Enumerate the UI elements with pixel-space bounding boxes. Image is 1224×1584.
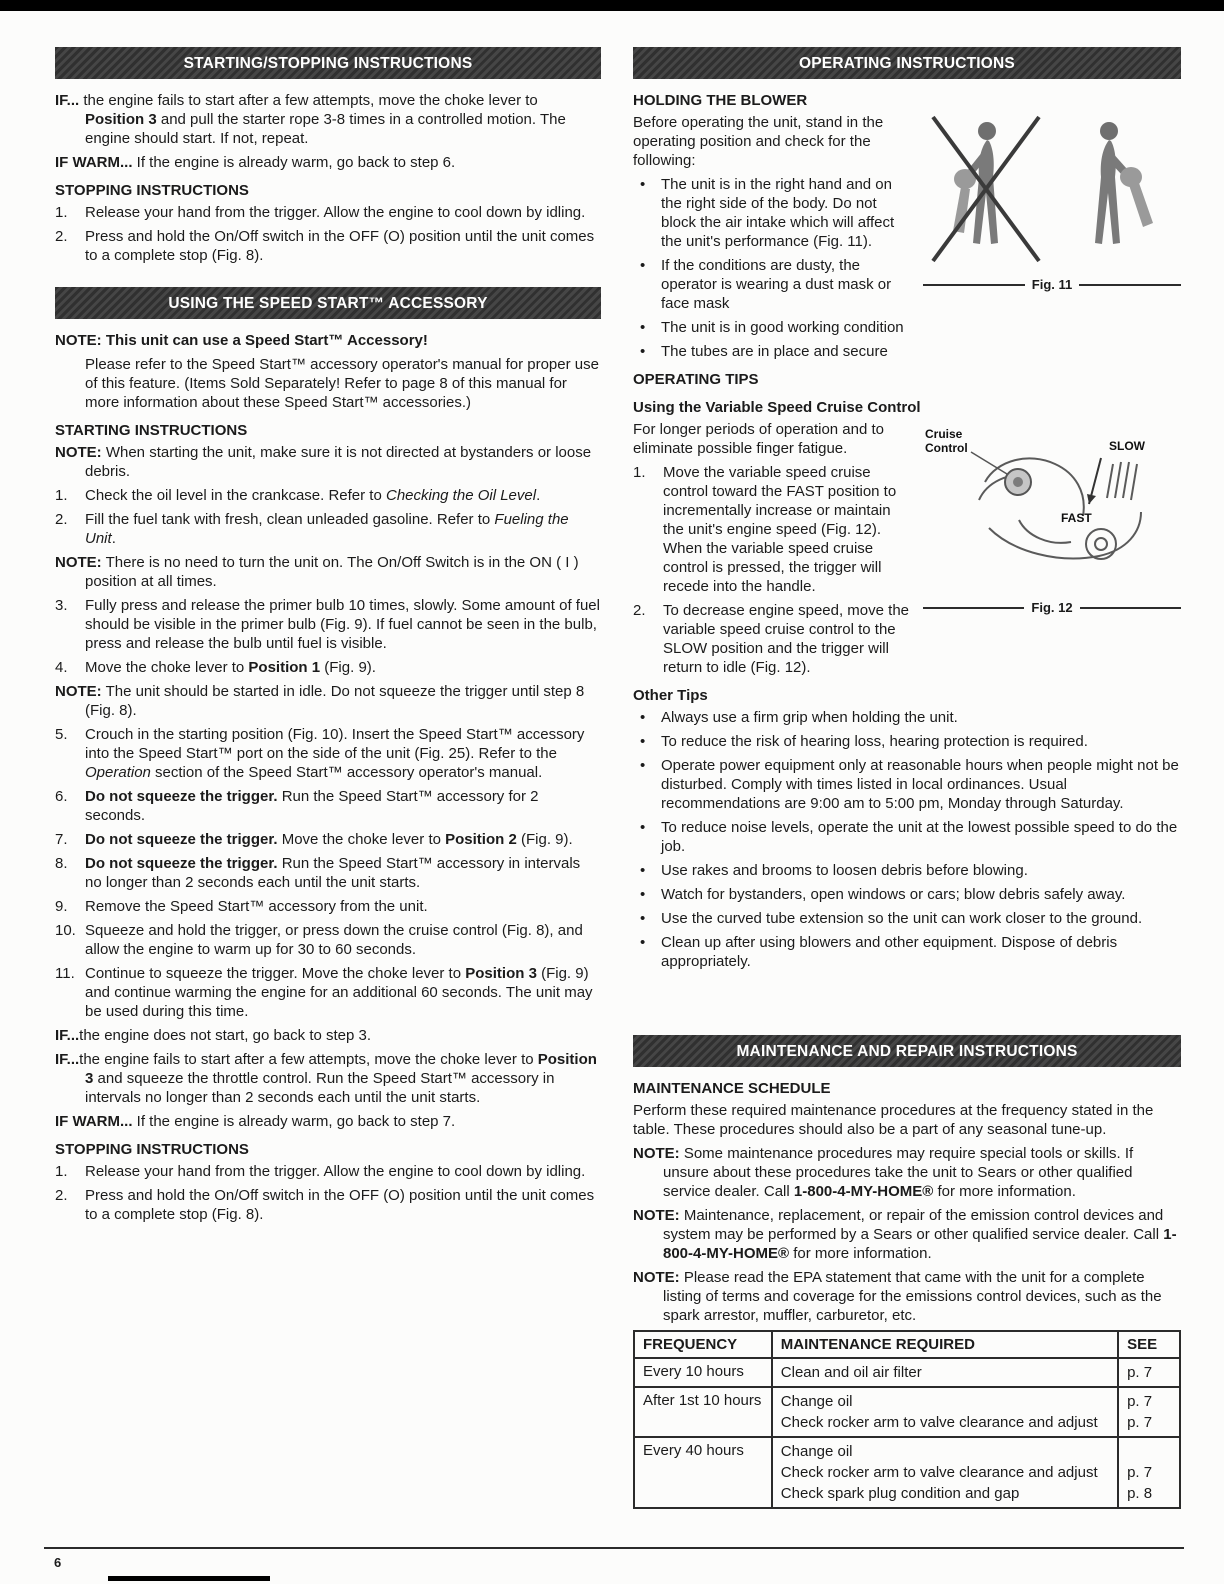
bullet-icon: • [640,257,646,274]
text-run: 1-800-4-MY-HOME® [793,1183,934,1200]
section-header-speed-start: USING THE SPEED START™ ACCESSORY [55,287,601,319]
bullet-icon: • [640,176,646,193]
text-run: Maintenance, replacement, or repair of the emission control devices and system may be performed by a Sears or other qualified service dealer. Call [663,1207,1164,1243]
text-run: Press and hold the On/Off switch in the OFF (O) position until the unit comes to a complete stop (Fig. 8). [85,1187,595,1223]
slow-label: SLOW [1109,439,1145,453]
cruise-control-illustration [923,422,1181,590]
text-run: Squeeze and hold the trigger, or press down the cruise control (Fig. 8), and allow the engine to warm up for 30 to 60 seconds. [85,922,583,958]
list-item-text [663,463,911,596]
step-number: 11. [55,965,75,982]
list-item-text [663,601,911,677]
maintenance-item: Check rocker arm to valve clearance and adjust [780,1414,1098,1431]
heading-stopping-instructions-2: STOPPING INSTRUCTIONS [55,1141,249,1158]
text-run: Use the curved tube extension so the unit can work closer to the ground. [661,910,1143,927]
text-run: . [111,530,116,547]
text-run: Fueling the Unit [85,511,569,547]
text-run: Watch for bystanders, open windows or cars; blow debris safely away. [661,886,1126,903]
text-run: NOTE: [633,1145,680,1162]
numbered-step [55,596,601,653]
text-run: To reduce noise levels, operate the unit at the lowest possible speed to do the job. [661,819,1178,855]
note-emission-repair [633,1206,1181,1263]
text-run: 1-800-4-MY-HOME® [663,1226,1177,1262]
list-item-text [661,175,911,251]
bullet-item [633,885,1181,904]
text-run: The unit is in good working condition [661,319,904,336]
text-run: Position 3 [85,1051,597,1087]
bullet-icon: • [640,862,646,879]
text-run: Move the choke lever to [277,831,446,848]
fast-label: FAST [1061,511,1092,525]
numbered-step [55,658,601,677]
text-run: IF WARM... [55,1113,133,1130]
list-item-text [85,725,601,782]
maintenance-item: Change oil [780,1393,853,1410]
note-idle [55,682,601,720]
numbered-step [633,601,911,677]
text-run: IF... [55,92,80,109]
list-item-text [661,756,1181,813]
text-run: Some maintenance procedures may require special tools or skills. If unsure about these procedures take the unit to Sears or other qualified service dealer. Call [663,1145,1134,1200]
th-frequency: FREQUENCY [634,1331,772,1358]
list-item-text [661,861,1181,880]
section-header-operating: OPERATING INSTRUCTIONS [633,47,1181,79]
list-item-text [85,227,601,265]
text-run: Crouch in the starting position (Fig. 10). Insert the Speed Start™ accessory into the Speed Start™ port on the side of the unit (Fig. 25). Refer to the [85,726,585,762]
text-run: Release your hand from the trigger. Allow the engine to cool down by idling. [85,1163,586,1180]
text-run: for more information. [933,1183,1076,1200]
numbered-step [55,897,601,916]
step-number: 5. [55,726,68,743]
text-run: Release your hand from the trigger. Allow the engine to cool down by idling. [85,204,586,221]
list-item-text [661,909,1181,928]
bullet-item [633,756,1181,813]
text-run: Remove the Speed Start™ accessory from the unit. [85,898,428,915]
person-with-blower-correct [1095,122,1153,244]
text-run: IF... [55,1027,80,1044]
bullet-icon: • [640,709,646,726]
numbered-step [55,725,601,782]
numbered-step [55,227,601,265]
text-run: Do not squeeze the trigger. [85,831,278,848]
text-run: Run the Speed Start™ accessory in intervals no longer than 2 seconds each until the unit starts. [85,855,581,891]
other-tips-list [633,708,1181,971]
handle-outline [979,458,1141,559]
step-number: 2. [55,511,68,528]
text-run: Checking the Oil Level [385,487,537,504]
frequency-cell: Every 10 hours [634,1358,772,1387]
bullet-item [633,861,1181,880]
starting-steps-3-4 [55,596,601,677]
maintenance-item: Clean and oil air filter [780,1364,922,1381]
heading-holding-the-blower: HOLDING THE BLOWER [633,92,808,109]
cruise-label-line2: Control [925,441,968,455]
text-run: The unit should be started in idle. Do not squeeze the trigger until step 8 (Fig. 8). [85,683,585,719]
text-run: Operate power equipment only at reasonable hours when people might not be disturbed. Comply with times listed in local ordinances. Usual recommendations are 9:00 am to 5:00 pm, Monday through Saturday. [661,757,1179,812]
bullet-icon: • [640,319,646,336]
heading-stopping-instructions: STOPPING INSTRUCTIONS [55,182,249,199]
list-item-text [85,486,601,505]
caption-rule-left [923,607,1024,609]
text-run: When starting the unit, make sure it is not directed at bystanders or loose debris. [85,444,592,480]
heading-other-tips: Other Tips [633,687,708,704]
list-item-text [85,510,601,548]
list-item-text [85,203,601,222]
list-item-text [85,596,601,653]
list-item-text [85,897,601,916]
text-run: Position 3 [465,965,537,982]
maintenance-table-header-row [634,1331,1180,1358]
bullet-icon: • [640,819,646,836]
list-item-text [661,732,1181,751]
list-item-text [661,818,1181,856]
bullet-item [633,175,911,251]
text-run: Perform these required maintenance procedures at the frequency stated in the table. These procedures should also be a part of any seasonal tune-up. [633,1102,1154,1138]
left-column [55,47,601,1229]
figure-12-caption: Fig. 12 [1031,600,1073,615]
maintenance-cell [772,1387,1118,1437]
paragraph-if-warm [55,153,601,172]
text-run: To reduce the risk of hearing loss, hearing protection is required. [661,733,1088,750]
maintenance-item: Check rocker arm to valve clearance and adjust [780,1464,1098,1481]
text-run: Please read the EPA statement that came with the unit for a complete listing of terms and coverage for the emissions control devices, such as the spark arrestor, muffler, carburetor, etc. [663,1269,1162,1324]
heading-cruise-control: Using the Variable Speed Cruise Control [633,399,921,416]
text-run: IF WARM... [55,154,133,171]
text-run: section of the Speed Start™ accessory operator's manual. [150,764,543,781]
text-run: the engine fails to start after a few attempts, move the choke lever to [79,92,538,109]
text-run: (Fig. 9) and continue warming the engine for an additional 60 seconds. The unit may be used during this time. [85,965,593,1020]
text-run: Operation [85,764,151,781]
step-number: 6. [55,788,68,805]
bullet-item [633,708,1181,727]
list-item-text [661,256,911,313]
th-maintenance-required: MAINTENANCE REQUIRED [772,1331,1118,1358]
paragraph-if-warm-2 [55,1112,601,1131]
step-number: 8. [55,855,68,872]
text-run: Clean up after using blowers and other equipment. Dispose of debris appropriately. [661,934,1118,970]
see-page-ref: p. 7 [1127,1364,1153,1381]
step-number: 4. [55,659,68,676]
maintenance-row [634,1437,1180,1508]
text-run: Position 3 [85,111,157,128]
note-epa-statement [633,1268,1181,1325]
text-run: Position 2 [445,831,517,848]
text-run: and squeeze the throttle control. Run the Speed Start™ accessory in intervals no longer than 2 seconds each until the unit starts. [85,1070,555,1106]
th-see: SEE [1118,1331,1180,1358]
list-item-text [661,318,1181,337]
list-item-text [85,854,601,892]
text-run: Continue to squeeze the trigger. Move the choke lever to [85,965,466,982]
list-item-text [85,921,601,959]
scan-artifact-bottom [108,1576,270,1581]
paragraph-maintenance-intro [633,1101,1181,1139]
note-special-tools [633,1144,1181,1201]
numbered-step [55,486,601,505]
bullet-item [633,818,1181,856]
text-run: the engine does not start, go back to step 3. [79,1027,372,1044]
heading-operating-tips: OPERATING TIPS [633,371,759,388]
numbered-step [55,1186,601,1224]
list-item-text [85,1186,601,1224]
bullet-icon: • [640,733,646,750]
bullet-item [633,933,1181,971]
text-run: Run the Speed Start™ accessory for 2 seconds. [85,788,539,824]
note-on-switch [55,553,601,591]
stopping-steps-list [55,203,601,265]
step-number: 1. [55,1163,68,1180]
step-number: 7. [55,831,68,848]
text-run: If the conditions are dusty, the operator is wearing a dust mask or face mask [661,257,892,312]
see-page-ref: p. 7 [1127,1464,1153,1481]
see-page-ref [1127,1441,1171,1462]
list-item-text [661,342,1181,361]
caption-rule-left [923,284,1025,286]
bullet-icon: • [640,886,646,903]
paragraph-accessory-info [85,355,601,412]
text-run: Move the variable speed cruise control toward the FAST position to incrementally increase or maintain the unit's engine speed (Fig. 12). When the variable speed cruise control is pressed, the trigger will recede into the handle. [663,464,897,595]
figure-12 [923,422,1181,617]
text-run: Before operating the unit, stand in the operating position and check for the following: [633,114,884,169]
text-run: Press and hold the On/Off switch in the OFF (O) position until the unit comes to a complete stop (Fig. 8). [85,228,595,264]
cruise-dial [1005,469,1031,495]
step-number: 10. [55,922,76,939]
bullet-icon: • [640,934,646,951]
text-run: The tubes are in place and secure [661,343,888,360]
text-run: To decrease engine speed, move the variable speed cruise control to the SLOW position and the trigger will return to idle (Fig. 12). [663,602,909,676]
figure-12-caption-row [923,598,1181,617]
starting-steps-1-2 [55,486,601,548]
text-run: (Fig. 9). [516,831,573,848]
stopping-steps-list-2 [55,1162,601,1224]
numbered-step [55,203,601,222]
frequency-cell: After 1st 10 hours [634,1387,772,1437]
see-cell [1118,1358,1180,1387]
step-number: 2. [633,602,646,619]
see-cell [1118,1437,1180,1508]
step-number: 3. [55,597,68,614]
ribbed-cruise-wheel [1107,462,1137,500]
text-run: NOTE: This unit can use a Speed Start™ Accessory! [55,332,428,349]
list-item-text [85,830,601,849]
text-run: Use rakes and brooms to loosen debris before blowing. [661,862,1028,879]
numbered-step [55,921,601,959]
bullet-item [633,732,1181,751]
numbered-step [55,787,601,825]
numbered-step [55,510,601,548]
bullet-item [633,342,1181,361]
text-run: Fully press and release the primer bulb 10 times, slowly. Some amount of fuel should be visible in the primer bulb (Fig. 9). If fuel cannot be seen in the bulb, press and release the bulb until fuel is visible. [85,597,600,652]
text-run: Do not squeeze the trigger. [85,855,278,872]
note-starting [55,443,601,481]
bullet-icon: • [640,910,646,927]
step-number: 1. [55,204,68,221]
bullet-icon: • [640,757,646,774]
see-cell [1118,1387,1180,1437]
bullet-item [633,318,1181,337]
maintenance-cell [772,1437,1118,1508]
list-item-text [85,1162,601,1181]
cruise-label-line1: Cruise [925,427,963,441]
caption-rule-right [1080,607,1181,609]
blower-posture-illustration [923,115,1181,267]
text-run: NOTE: [55,444,102,461]
text-run: Check the oil level in the crankcase. Refer to [85,487,386,504]
text-run: If the engine is already warm, go back to step 7. [132,1113,456,1130]
paragraph-if-does-not-start [55,1026,601,1045]
text-run: NOTE: [633,1269,680,1286]
text-run: If the engine is already warm, go back to step 6. [132,154,456,171]
page-number: 6 [54,1555,62,1570]
list-item-text [661,708,1181,727]
note-speed-start-accessory [55,331,601,350]
maintenance-table-body [634,1358,1180,1508]
see-page-ref: p. 8 [1127,1485,1153,1502]
figure-11 [923,115,1181,294]
text-run: the engine fails to start after a few attempts, move the choke lever to [79,1051,538,1068]
step-number: 2. [55,1187,68,1204]
text-run: There is no need to turn the unit on. The On/Off Switch is in the ON ( I ) position at all times. [85,554,579,590]
maintenance-table [633,1330,1181,1509]
text-run: The unit is in the right hand and on the right side of the body. Do not block the air intake which will affect the unit's performance (Fig. 11). [661,176,895,250]
text-run: and pull the starter rope 3-8 times in a controlled motion. The engine should start. If not, repeat. [85,111,566,147]
caption-rule-right [1079,284,1181,286]
frequency-cell: Every 40 hours [634,1437,772,1508]
list-item-text [85,964,601,1021]
figure-11-caption: Fig. 11 [1031,277,1073,292]
text-run: for more information. [789,1245,932,1262]
text-run: IF... [55,1051,80,1068]
list-item-text [85,787,601,825]
slow-to-fast-arrow-icon [1087,458,1101,504]
maintenance-row [634,1387,1180,1437]
text-run: Move the choke lever to [85,659,249,676]
text-run: NOTE: [55,554,102,571]
maintenance-cell [772,1358,1118,1387]
step-number: 2. [55,228,68,245]
see-page-ref: p. 7 [1127,1414,1153,1431]
figure-11-caption-row [923,275,1181,294]
cruise-label-leader-line [971,452,1007,474]
right-column [633,47,1181,1509]
numbered-step [55,1162,601,1181]
text-run: Fill the fuel tank with fresh, clean unleaded gasoline. Refer to [85,511,495,528]
bullet-item [633,256,911,313]
starting-steps-5-11 [55,725,601,1021]
paragraph-if-engine-fails [55,91,601,148]
maintenance-item: Change oil [780,1443,853,1460]
heading-maintenance-schedule: MAINTENANCE SCHEDULE [633,1080,831,1097]
step-number: 9. [55,898,68,915]
text-run: Please refer to the Speed Start™ accessory operator's manual for proper use of this feature. (Items Sold Separately! Refer to page 8 of this manual for more information about these Speed Start™ accessories.) [85,356,599,411]
maintenance-item: Check spark plug condition and gap [780,1485,1020,1502]
bullet-item [633,909,1181,928]
numbered-step [55,830,601,849]
heading-starting-instructions: STARTING INSTRUCTIONS [55,422,248,439]
footer-rule [44,1547,1184,1549]
section-header-maintenance: MAINTENANCE AND REPAIR INSTRUCTIONS [633,1035,1181,1067]
numbered-step [55,854,601,892]
text-run: (Fig. 9). [320,659,376,676]
text-run: Do not squeeze the trigger. [85,788,278,805]
list-item-text [661,885,1181,904]
text-run: NOTE: [55,683,102,700]
numbered-step [633,463,911,596]
step-number: 1. [55,487,68,504]
text-run: . [536,487,541,504]
paragraph-if-fails-again [55,1050,601,1107]
section-header-starting-stopping: STARTING/STOPPING INSTRUCTIONS [55,47,601,79]
text-run: For longer periods of operation and to eliminate possible finger fatigue. [633,421,884,457]
list-item-text [85,658,601,677]
scan-artifact-top [0,0,1224,11]
bullet-icon: • [640,343,646,360]
see-page-ref: p. 7 [1127,1393,1153,1410]
list-item-text [661,933,1181,971]
text-run: Always use a firm grip when holding the unit. [661,709,958,726]
text-run: NOTE: [633,1207,680,1224]
step-number: 1. [633,464,646,481]
numbered-step [55,964,601,1021]
text-run: Position 1 [248,659,321,676]
maintenance-row [634,1358,1180,1387]
